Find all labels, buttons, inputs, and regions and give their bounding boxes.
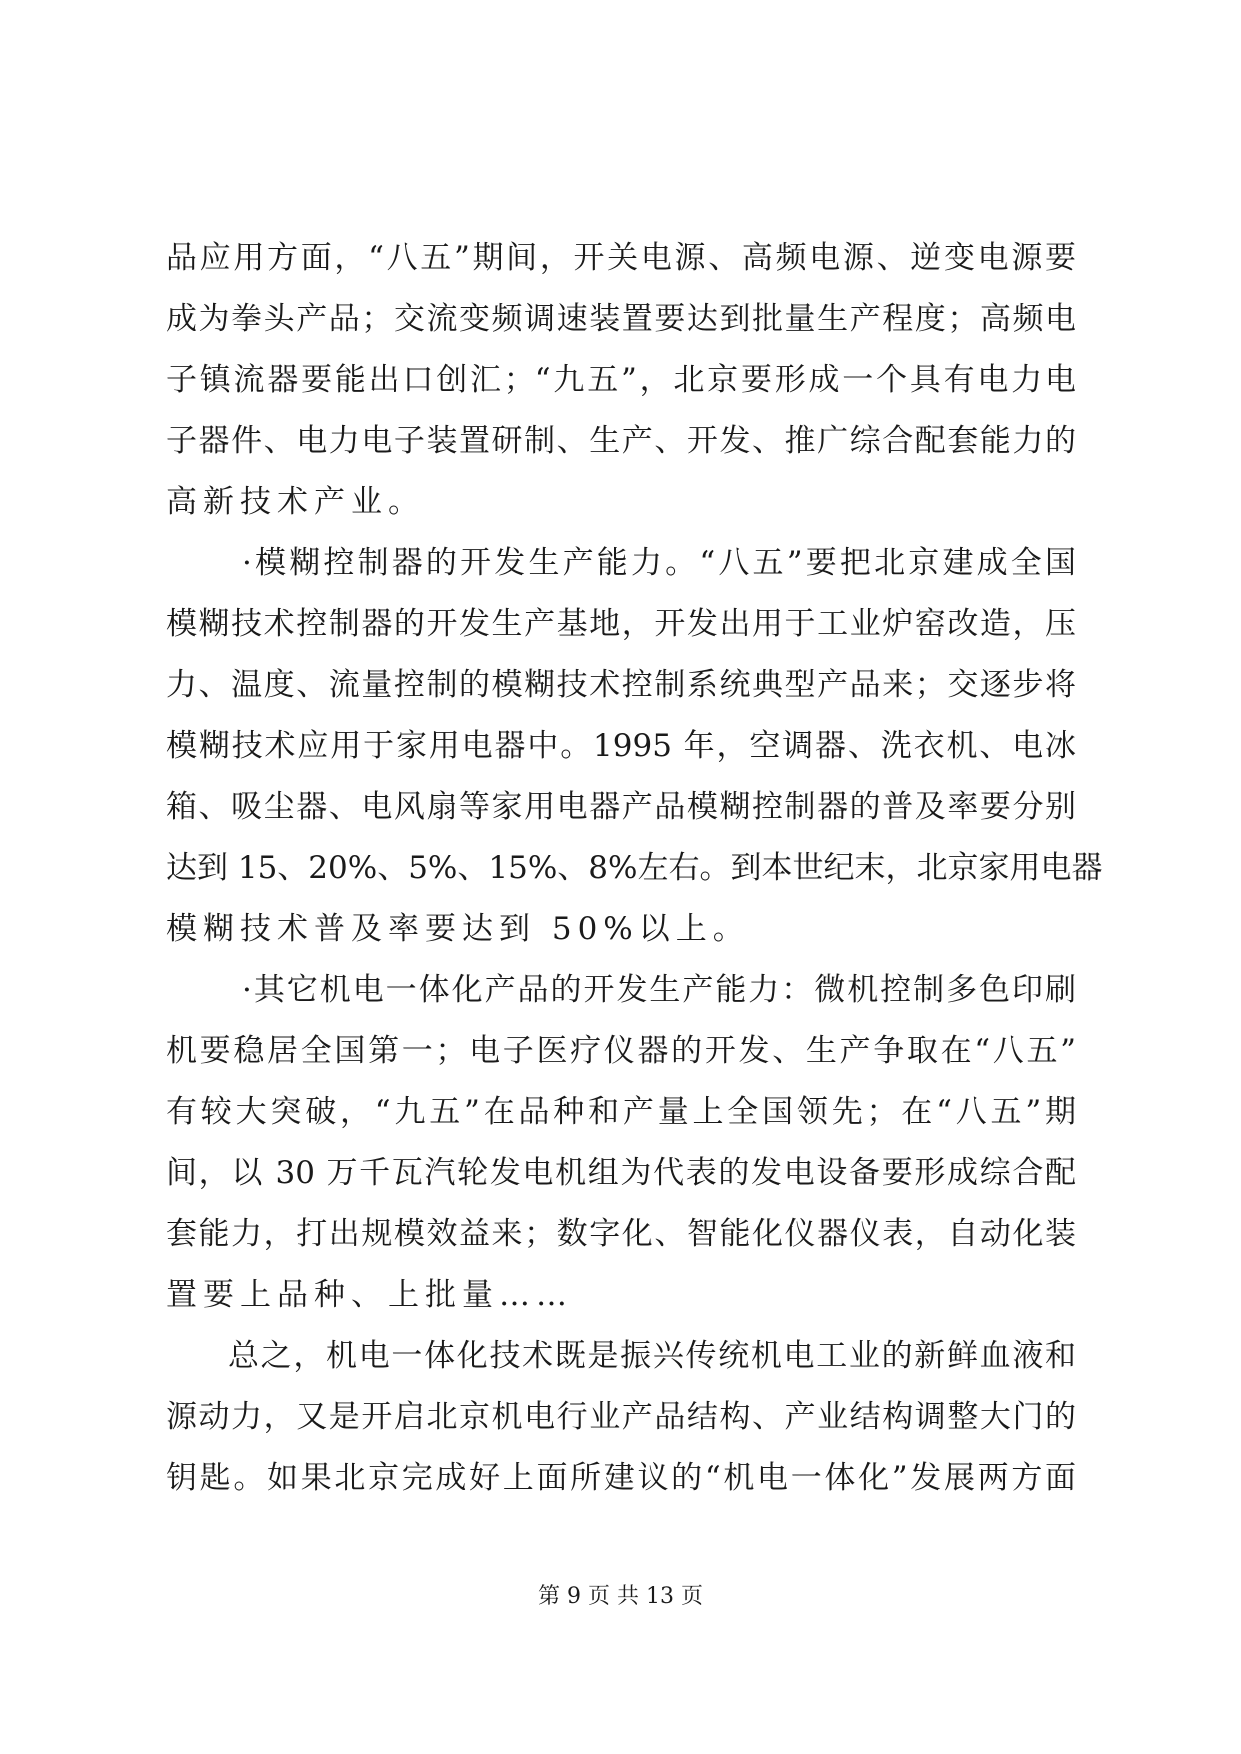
body-line: 达到 15、20%、5%、15%、8%左右。到本世纪末，北京家用电器: [166, 850, 1103, 886]
body-line: 箱、吸尘器、电风扇等家用电器产品模糊控制器的普及率要分别: [166, 789, 1076, 825]
body-line: 套能力，打出规模效益来；数字化、智能化仪器仪表，自动化装: [166, 1216, 1076, 1252]
body-line-bullet: ·其它机电一体化产品的开发生产能力：微机控制多色印刷: [242, 972, 1076, 1008]
body-line: 机要稳居全国第一；电子医疗仪器的开发、生产争取在“八五”: [166, 1033, 1076, 1069]
body-line: 力、温度、流量控制的模糊技术控制系统典型产品来；交逐步将: [166, 667, 1076, 703]
body-line: 高新技术产业。: [166, 484, 425, 520]
document-body: [166, 228, 1103, 1509]
body-line: 子器件、电力电子装置研制、生产、开发、推广综合配套能力的: [166, 423, 1076, 459]
body-line: 子镇流器要能出口创汇；“九五”，北京要形成一个具有电力电: [166, 362, 1076, 398]
body-line-indent: 总之，机电一体化技术既是振兴传统机电工业的新鲜血液和: [228, 1338, 1076, 1374]
body-line: 间，以 30 万千瓦汽轮发电机组为代表的发电设备要形成综合配: [166, 1155, 1076, 1191]
body-line: 模糊技术控制器的开发生产基地，开发出用于工业炉窑改造，压: [166, 606, 1076, 642]
body-line: 有较大突破，“九五”在品种和产量上全国领先；在“八五”期: [166, 1094, 1076, 1130]
page-number-footer: 第 9 页 共 13 页: [538, 1584, 703, 1609]
body-line-bullet: ·模糊控制器的开发生产能力。“八五”要把北京建成全国: [242, 545, 1076, 581]
body-line: 置要上品种、上批量……: [166, 1277, 573, 1313]
body-line: 成为拳头产品；交流变频调速装置要达到批量生产程度；高频电: [166, 301, 1076, 337]
body-line: 钥匙。如果北京完成好上面所建议的“机电一体化”发展两方面: [166, 1460, 1076, 1496]
body-line: 源动力，又是开启北京机电行业产品结构、产业结构调整大门的: [166, 1399, 1076, 1435]
body-line: 模糊技术应用于家用电器中。1995 年，空调器、洗衣机、电冰: [166, 728, 1076, 764]
body-line: 品应用方面，“八五”期间，开关电源、高频电源、逆变电源要: [166, 240, 1076, 276]
body-line: 模糊技术普及率要达到 50%以上。: [166, 911, 750, 947]
